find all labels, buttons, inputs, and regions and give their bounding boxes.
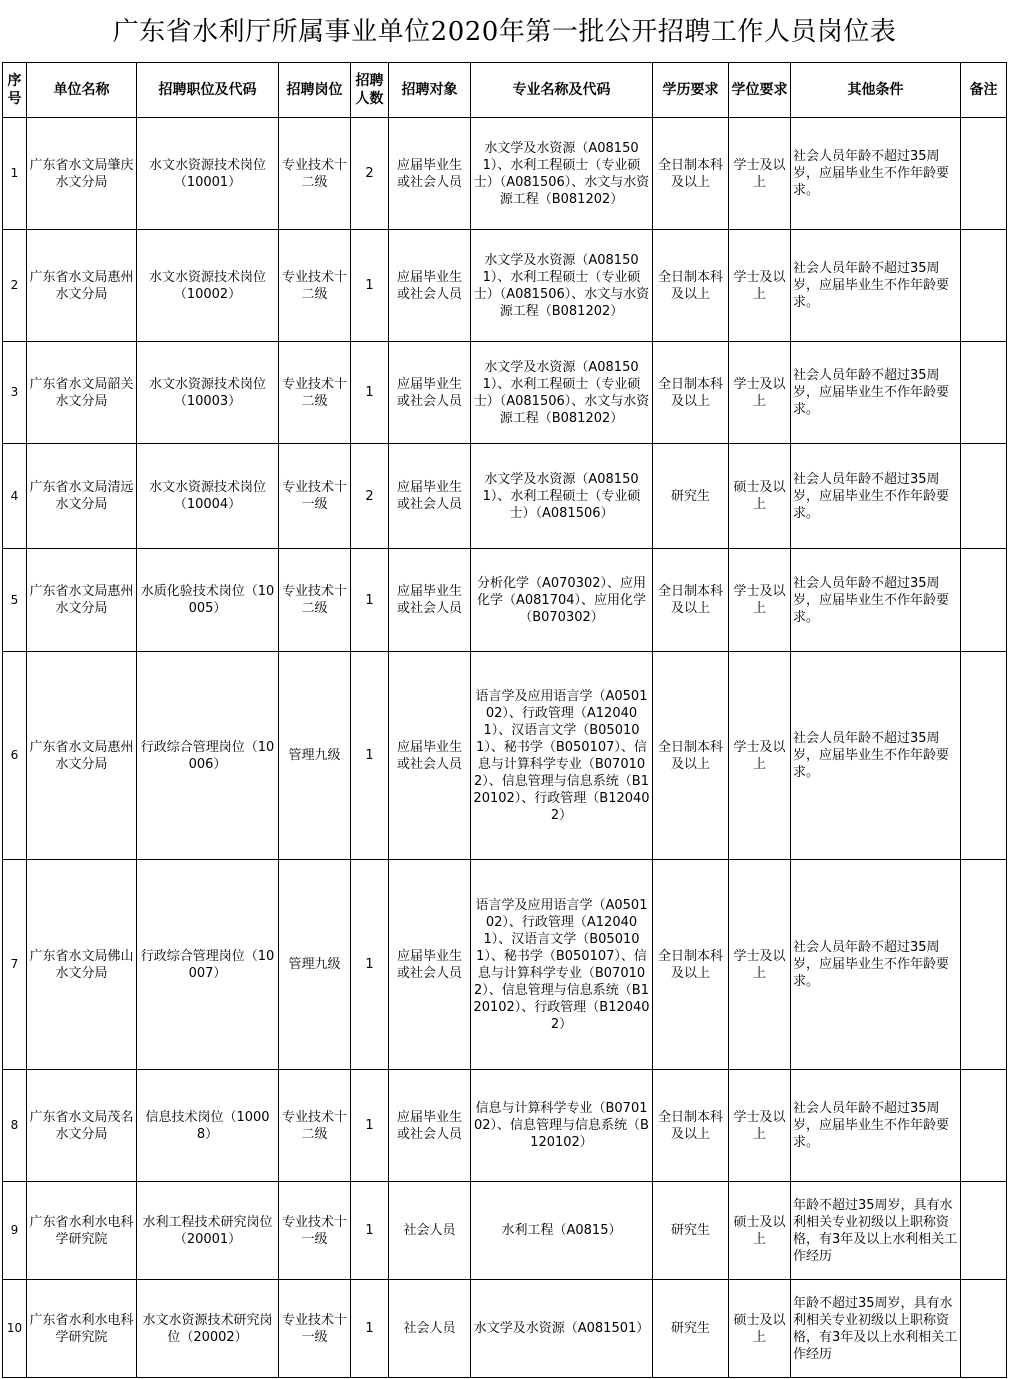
- cell-degree: 学士及以上: [729, 230, 791, 342]
- cell-degree: 学士及以上: [729, 342, 791, 444]
- cell-target: 应届毕业生或社会人员: [389, 860, 471, 1070]
- cell-no: 9: [3, 1182, 27, 1280]
- header-cell-count: 招聘人数: [351, 63, 389, 118]
- cell-remark: [961, 444, 1007, 549]
- header-cell-education: 学历要求: [653, 63, 729, 118]
- header-row: [3, 63, 1007, 118]
- cell-level: 专业技术十一级: [279, 444, 351, 549]
- cell-target: 应届毕业生或社会人员: [389, 342, 471, 444]
- cell-count: 1: [351, 549, 389, 652]
- cell-other: 社会人员年龄不超过35周岁，应届毕业生不作年龄要求。: [791, 118, 961, 230]
- cell-count: 1: [351, 1070, 389, 1182]
- cell-other: 社会人员年龄不超过35周岁，应届毕业生不作年龄要求。: [791, 652, 961, 860]
- cell-major: 水文学及水资源（A081501）: [471, 1280, 653, 1378]
- cell-education: 全日制本科及以上: [653, 1070, 729, 1182]
- cell-target: 应届毕业生或社会人员: [389, 1070, 471, 1182]
- cell-count: 2: [351, 444, 389, 549]
- cell-unit: 广东省水文局韶关水文分局: [27, 342, 137, 444]
- cell-unit: 广东省水文局惠州水文分局: [27, 652, 137, 860]
- cell-level: 专业技术十二级: [279, 230, 351, 342]
- cell-no: 2: [3, 230, 27, 342]
- cell-no: 7: [3, 860, 27, 1070]
- cell-target: 应届毕业生或社会人员: [389, 652, 471, 860]
- cell-degree: 学士及以上: [729, 860, 791, 1070]
- table-body: [3, 118, 1007, 1378]
- cell-unit: 广东省水文局惠州水文分局: [27, 230, 137, 342]
- cell-degree: 硕士及以上: [729, 1182, 791, 1280]
- cell-position: 水文水资源技术岗位（10003）: [137, 342, 279, 444]
- cell-unit: 广东省水利水电科学研究院: [27, 1280, 137, 1378]
- cell-major: 水文学及水资源（A081501）、水利工程硕士（专业硕士）（A081506）、水文与水资源工程（B081202）: [471, 342, 653, 444]
- cell-level: 管理九级: [279, 860, 351, 1070]
- header-cell-position: 招聘职位及代码: [137, 63, 279, 118]
- cell-no: 1: [3, 118, 27, 230]
- cell-remark: [961, 1070, 1007, 1182]
- cell-position: 水文水资源技术研究岗位（20002）: [137, 1280, 279, 1378]
- cell-other: 社会人员年龄不超过35周岁，应届毕业生不作年龄要求。: [791, 860, 961, 1070]
- cell-degree: 学士及以上: [729, 1070, 791, 1182]
- cell-remark: [961, 1280, 1007, 1378]
- cell-other: 社会人员年龄不超过35周岁，应届毕业生不作年龄要求。: [791, 444, 961, 549]
- table-row: [3, 444, 1007, 549]
- cell-education: 研究生: [653, 444, 729, 549]
- header-cell-other: 其他条件: [791, 63, 961, 118]
- cell-level: 专业技术十二级: [279, 549, 351, 652]
- table-row: [3, 230, 1007, 342]
- table-row: [3, 342, 1007, 444]
- header-cell-no: 序号: [3, 63, 27, 118]
- cell-degree: 学士及以上: [729, 652, 791, 860]
- cell-level: 专业技术十一级: [279, 1182, 351, 1280]
- cell-position: 行政综合管理岗位（10006）: [137, 652, 279, 860]
- cell-count: 1: [351, 230, 389, 342]
- cell-major: 水文学及水资源（A081501）、水利工程硕士（专业硕士）（A081506）: [471, 444, 653, 549]
- cell-major: 信息与计算科学专业（B070102）、信息管理与信息系统（B120102）: [471, 1070, 653, 1182]
- cell-education: 全日制本科及以上: [653, 342, 729, 444]
- cell-position: 水文水资源技术岗位（10001）: [137, 118, 279, 230]
- cell-target: 应届毕业生或社会人员: [389, 230, 471, 342]
- cell-level: 专业技术十二级: [279, 118, 351, 230]
- cell-other: 社会人员年龄不超过35周岁，应届毕业生不作年龄要求。: [791, 342, 961, 444]
- cell-count: 1: [351, 652, 389, 860]
- cell-unit: 广东省水文局肇庆水文分局: [27, 118, 137, 230]
- cell-unit: 广东省水文局茂名水文分局: [27, 1070, 137, 1182]
- cell-target: 应届毕业生或社会人员: [389, 118, 471, 230]
- cell-no: 3: [3, 342, 27, 444]
- cell-unit: 广东省水利水电科学研究院: [27, 1182, 137, 1280]
- cell-no: 10: [3, 1280, 27, 1378]
- table-row: [3, 549, 1007, 652]
- cell-education: 全日制本科及以上: [653, 118, 729, 230]
- cell-position: 水文水资源技术岗位（10004）: [137, 444, 279, 549]
- cell-count: 2: [351, 118, 389, 230]
- cell-other: 社会人员年龄不超过35周岁，应届毕业生不作年龄要求。: [791, 549, 961, 652]
- cell-level: 专业技术十二级: [279, 342, 351, 444]
- cell-remark: [961, 860, 1007, 1070]
- table-row: [3, 860, 1007, 1070]
- cell-count: 1: [351, 1182, 389, 1280]
- cell-position: 水质化验技术岗位（10005）: [137, 549, 279, 652]
- positions-table: [2, 62, 1007, 1378]
- cell-remark: [961, 230, 1007, 342]
- cell-unit: 广东省水文局佛山水文分局: [27, 860, 137, 1070]
- cell-no: 8: [3, 1070, 27, 1182]
- cell-other: 年龄不超过35周岁，具有水利相关专业初级以上职称资格，有3年及以上水利相关工作经历: [791, 1182, 961, 1280]
- header-cell-remark: 备注: [961, 63, 1007, 118]
- cell-major: 语言学及应用语言学（A050102）、行政管理（A120401）、汉语言文学（B050101）、秘书学（B050107）、信息与计算科学专业（B070102）、信息管理与信息系统（B120102）、行政管理（B120402）: [471, 652, 653, 860]
- cell-position: 水文水资源技术岗位（10002）: [137, 230, 279, 342]
- cell-remark: [961, 1182, 1007, 1280]
- cell-no: 6: [3, 652, 27, 860]
- cell-level: 专业技术十二级: [279, 1070, 351, 1182]
- cell-level: 管理九级: [279, 652, 351, 860]
- cell-degree: 学士及以上: [729, 549, 791, 652]
- cell-other: 年龄不超过35周岁，具有水利相关专业初级以上职称资格，有3年及以上水利相关工作经历: [791, 1280, 961, 1378]
- cell-count: 1: [351, 1280, 389, 1378]
- cell-education: 全日制本科及以上: [653, 860, 729, 1070]
- cell-education: 研究生: [653, 1280, 729, 1378]
- cell-target: 应届毕业生或社会人员: [389, 444, 471, 549]
- cell-major: 分析化学（A070302）、应用化学（A081704）、应用化学（B070302）: [471, 549, 653, 652]
- cell-degree: 硕士及以上: [729, 1280, 791, 1378]
- cell-target: 社会人员: [389, 1182, 471, 1280]
- cell-remark: [961, 549, 1007, 652]
- cell-unit: 广东省水文局清远水文分局: [27, 444, 137, 549]
- header-cell-major: 专业名称及代码: [471, 63, 653, 118]
- cell-degree: 学士及以上: [729, 118, 791, 230]
- cell-count: 1: [351, 342, 389, 444]
- cell-position: 水利工程技术研究岗位（20001）: [137, 1182, 279, 1280]
- cell-position: 信息技术岗位（10008）: [137, 1070, 279, 1182]
- cell-remark: [961, 342, 1007, 444]
- header-cell-target: 招聘对象: [389, 63, 471, 118]
- cell-target: 应届毕业生或社会人员: [389, 549, 471, 652]
- cell-degree: 硕士及以上: [729, 444, 791, 549]
- cell-unit: 广东省水文局惠州水文分局: [27, 549, 137, 652]
- cell-no: 5: [3, 549, 27, 652]
- cell-other: 社会人员年龄不超过35周岁，应届毕业生不作年龄要求。: [791, 230, 961, 342]
- header-cell-level: 招聘岗位: [279, 63, 351, 118]
- cell-education: 全日制本科及以上: [653, 652, 729, 860]
- cell-education: 全日制本科及以上: [653, 549, 729, 652]
- table-row: [3, 118, 1007, 230]
- cell-position: 行政综合管理岗位（10007）: [137, 860, 279, 1070]
- header-cell-degree: 学位要求: [729, 63, 791, 118]
- cell-remark: [961, 652, 1007, 860]
- cell-education: 研究生: [653, 1182, 729, 1280]
- table-row: [3, 1280, 1007, 1378]
- cell-count: 1: [351, 860, 389, 1070]
- page-title: 广东省水利厅所属事业单位2020年第一批公开招聘工作人员岗位表: [112, 17, 897, 47]
- table-row: [3, 1070, 1007, 1182]
- cell-target: 社会人员: [389, 1280, 471, 1378]
- cell-level: 专业技术十一级: [279, 1280, 351, 1378]
- header-cell-unit: 单位名称: [27, 63, 137, 118]
- cell-major: 水利工程（A0815）: [471, 1182, 653, 1280]
- cell-other: 社会人员年龄不超过35周岁，应届毕业生不作年龄要求。: [791, 1070, 961, 1182]
- cell-remark: [961, 118, 1007, 230]
- table-row: [3, 652, 1007, 860]
- cell-no: 4: [3, 444, 27, 549]
- cell-education: 全日制本科及以上: [653, 230, 729, 342]
- cell-major: 水文学及水资源（A081501）、水利工程硕士（专业硕士）（A081506）、水文与水资源工程（B081202）: [471, 230, 653, 342]
- cell-major: 水文学及水资源（A081501）、水利工程硕士（专业硕士）（A081506）、水文与水资源工程（B081202）: [471, 118, 653, 230]
- table-row: [3, 1182, 1007, 1280]
- cell-major: 语言学及应用语言学（A050102）、行政管理（A120401）、汉语言文学（B050101）、秘书学（B050107）、信息与计算科学专业（B070102）、信息管理与信息系统（B120102）、行政管理（B120402）: [471, 860, 653, 1070]
